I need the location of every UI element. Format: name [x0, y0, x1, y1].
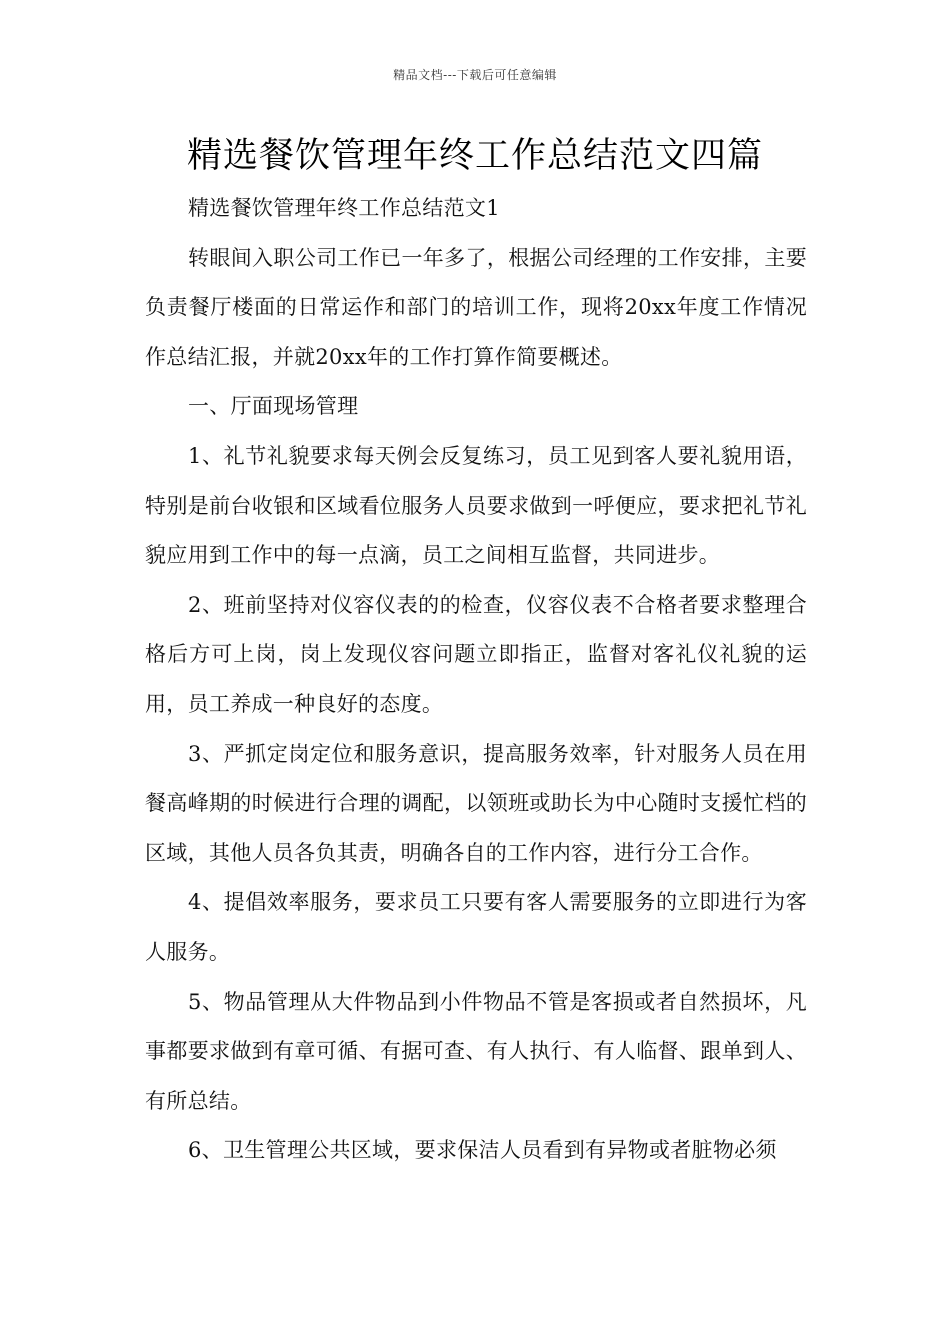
- paragraph: 5、物品管理从大件物品到小件物品不管是客损或者自然损坏，凡事都要求做到有章可循、有据可查、有人执行、有人临督、跟单到人、有所总结。: [145, 989, 807, 1113]
- paragraph: 6、卫生管理公共区域，要求保洁人员看到有异物或者脏物必须: [188, 1138, 777, 1163]
- header-note: 精品文档---下载后可任意编辑: [393, 68, 557, 82]
- paragraph: 1、礼节礼貌要求每天例会反复练习，员工见到客人要礼貌用语，特别是前台收银和区域看位服务人员要求做到一呼便应，要求把礼节礼貌应用到工作中的每一点滴，员工之间相互监督，共同进步。: [145, 443, 807, 568]
- document-title: 精选餐饮管理年终工作总结范文四篇: [186, 136, 763, 176]
- subsection-heading: 一、厅面现场管理: [188, 394, 359, 419]
- paragraph: 3、严抓定岗定位和服务意识，提高服务效率，针对服务人员在用餐高峰期的时候进行合理的调配，以领班或助长为中心随时支援忙档的区域，其他人员各负其责，明确各自的工作内容，进行分工合作。: [145, 741, 807, 865]
- paragraph: 转眼间入职公司工作已一年多了，根据公司经理的工作安排，主要负责餐厅楼面的日常运作和部门的培训工作，现将20xx年度工作情况作总结汇报，并就20xx年的工作打算作简要概述。: [145, 245, 807, 369]
- paragraph: 4、提倡效率服务，要求员工只要有客人需要服务的立即进行为客人服务。: [145, 890, 807, 964]
- section-heading: 精选餐饮管理年终工作总结范文1: [188, 196, 500, 220]
- paragraph: 2、班前坚持对仪容仪表的的检查，仪容仪表不合格者要求整理合格后方可上岗，岗上发现仪容问题立即指正，监督对客礼仪礼貌的运用，员工养成一种良好的态度。: [145, 592, 807, 716]
- document-body: [145, 184, 807, 1176]
